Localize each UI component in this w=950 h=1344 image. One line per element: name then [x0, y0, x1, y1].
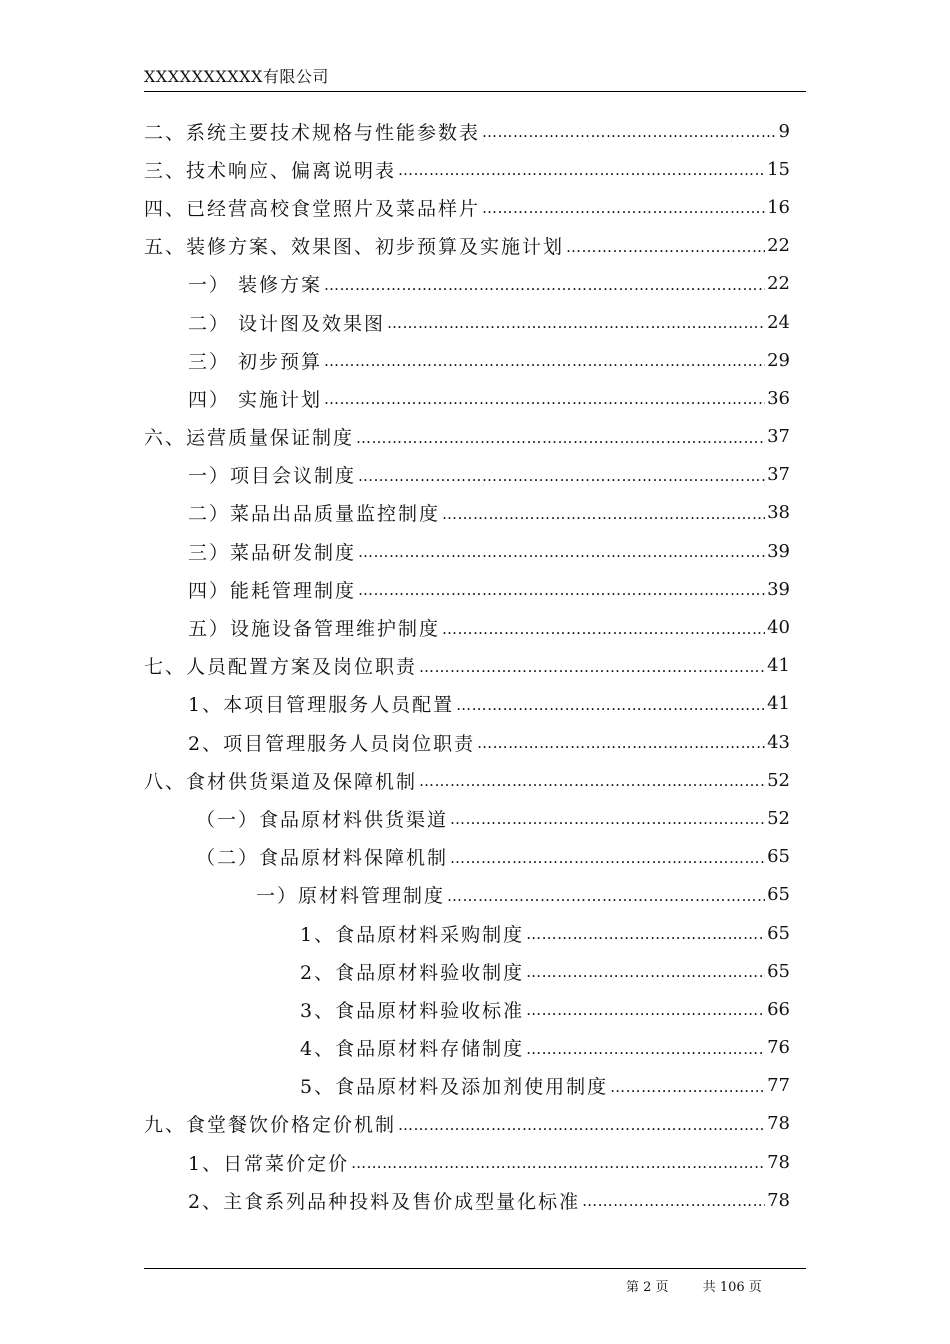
toc-dot-leader [419, 769, 765, 791]
toc-entry-title: 4、食品原材料存储制度 [300, 1038, 525, 1061]
toc-entry[interactable] [144, 1029, 790, 1067]
toc-entry[interactable] [144, 990, 790, 1028]
toc-entry-page-number: 78 [767, 1151, 790, 1173]
toc-dot-leader [526, 998, 765, 1020]
toc-entry-title: 四、已经营高校食堂照片及菜品样片 [144, 197, 481, 220]
toc-entry-title: 3、食品原材料验收标准 [300, 999, 525, 1022]
toc-entry-page-number: 38 [767, 502, 790, 524]
page-footer [626, 1276, 792, 1295]
toc-entry-title: 二）菜品出品质量监控制度 [188, 503, 441, 526]
toc-dot-leader [526, 1037, 765, 1059]
toc-entry-title: 六、运营质量保证制度 [144, 427, 355, 450]
toc-entry[interactable] [144, 570, 790, 608]
toc-entry[interactable] [144, 112, 790, 150]
toc-entry-title: 1、食品原材料采购制度 [300, 923, 525, 946]
toc-entry-page-number: 66 [767, 998, 790, 1020]
toc-dot-leader [582, 1189, 765, 1211]
toc-dot-leader [442, 502, 765, 524]
toc-dot-leader [482, 196, 765, 218]
toc-entry-title: 三） 初步预算 [188, 350, 323, 373]
toc-entry-page-number: 77 [767, 1075, 790, 1097]
toc-entry-title: 三）菜品研发制度 [188, 541, 357, 564]
toc-dot-leader [398, 1113, 765, 1135]
toc-dot-leader [526, 960, 765, 982]
toc-dot-leader [566, 235, 765, 257]
toc-entry-page-number: 9 [778, 120, 790, 142]
toc-entry[interactable] [144, 838, 790, 876]
toc-dot-leader [351, 1151, 765, 1173]
toc-entry-title: （一）食品原材料供货渠道 [196, 808, 449, 831]
toc-entry-title: 七、人员配置方案及岗位职责 [144, 656, 418, 679]
toc-entry-page-number: 43 [767, 731, 790, 753]
toc-entry-page-number: 52 [767, 807, 790, 829]
toc-entry-title: 一）项目会议制度 [188, 465, 357, 488]
toc-entry-title: 一） 装修方案 [188, 274, 323, 297]
toc-entry-title: 三、技术响应、偏离说明表 [144, 159, 397, 182]
toc-entry[interactable] [144, 188, 790, 226]
toc-entry[interactable] [144, 685, 790, 723]
toc-entry-title: 二） 设计图及效果图 [188, 312, 386, 335]
toc-dot-leader [387, 311, 765, 333]
footer-divider [144, 1268, 806, 1269]
toc-entry-page-number: 41 [767, 655, 790, 677]
toc-entry[interactable] [144, 265, 790, 303]
toc-dot-leader [482, 120, 777, 142]
toc-entry[interactable] [144, 303, 790, 341]
toc-dot-leader [447, 884, 765, 906]
toc-dot-leader [324, 349, 765, 371]
toc-entry[interactable] [144, 379, 790, 417]
toc-entry-page-number: 39 [767, 540, 790, 562]
toc-dot-leader [450, 846, 765, 868]
toc-entry-page-number: 76 [767, 1037, 790, 1059]
toc-entry-page-number: 78 [767, 1189, 790, 1211]
toc-entry-title: 九、食堂餐饮价格定价机制 [144, 1114, 397, 1137]
toc-entry-page-number: 41 [767, 693, 790, 715]
toc-entry[interactable] [144, 914, 790, 952]
toc-dot-leader [358, 578, 765, 600]
toc-entry-title: 二、系统主要技术规格与性能参数表 [144, 121, 481, 144]
toc-dot-leader [610, 1075, 765, 1097]
toc-entry-page-number: 37 [767, 426, 790, 448]
toc-entry[interactable] [144, 456, 790, 494]
toc-entry-page-number: 39 [767, 578, 790, 600]
toc-entry-page-number: 22 [767, 235, 790, 257]
toc-entry-title: 五）设施设备管理维护制度 [188, 618, 441, 641]
toc-dot-leader [450, 807, 765, 829]
toc-entry[interactable] [144, 1067, 790, 1105]
toc-entry-title: 八、食材供货渠道及保障机制 [144, 770, 418, 793]
company-name: XXXXXXXXXX有限公司 [144, 67, 329, 86]
toc-entry-page-number: 52 [767, 769, 790, 791]
toc-dot-leader [356, 426, 765, 448]
toc-dot-leader [358, 540, 765, 562]
toc-entry[interactable] [144, 647, 790, 685]
toc-dot-leader [526, 922, 765, 944]
toc-entry[interactable] [144, 952, 790, 990]
toc-entry-title: 2、主食系列品种投料及售价成型量化标准 [188, 1190, 581, 1213]
toc-entry-page-number: 22 [767, 273, 790, 295]
toc-entry[interactable] [144, 227, 790, 265]
toc-entry[interactable] [144, 1105, 790, 1143]
total-page-count: 共 106 页 [702, 1280, 762, 1295]
table-of-contents [144, 112, 790, 1219]
toc-entry-title: 5、食品原材料及添加剂使用制度 [300, 1076, 609, 1099]
current-page-number: 第 2 页 [626, 1280, 669, 1295]
toc-entry-page-number: 15 [767, 158, 790, 180]
toc-entry-title: 五、装修方案、效果图、初步预算及实施计划 [144, 236, 565, 259]
toc-entry[interactable] [144, 799, 790, 837]
header-divider [144, 91, 806, 92]
toc-entry-title: 1、日常菜价定价 [188, 1152, 350, 1175]
toc-entry[interactable] [144, 1181, 790, 1219]
toc-entry-page-number: 65 [767, 846, 790, 868]
toc-entry-page-number: 24 [767, 311, 790, 333]
toc-entry[interactable] [144, 608, 790, 646]
toc-entry-page-number: 65 [767, 960, 790, 982]
toc-entry[interactable] [144, 418, 790, 456]
toc-entry[interactable] [144, 1143, 790, 1181]
toc-entry[interactable] [144, 876, 790, 914]
toc-entry[interactable] [144, 761, 790, 799]
toc-entry-page-number: 37 [767, 464, 790, 486]
toc-entry[interactable] [144, 723, 790, 761]
toc-entry-title: 四） 实施计划 [188, 388, 323, 411]
toc-dot-leader [419, 655, 765, 677]
toc-entry[interactable] [144, 341, 790, 379]
toc-entry-title: 四）能耗管理制度 [188, 579, 357, 602]
page-header [144, 68, 806, 92]
toc-entry-page-number: 36 [767, 387, 790, 409]
toc-dot-leader [324, 387, 765, 409]
toc-dot-leader [398, 158, 765, 180]
toc-dot-leader [324, 273, 765, 295]
toc-entry-page-number: 65 [767, 884, 790, 906]
toc-entry-title: 2、食品原材料验收制度 [300, 961, 525, 984]
toc-entry-title: 1、本项目管理服务人员配置 [188, 694, 455, 717]
toc-entry-page-number: 40 [767, 617, 790, 639]
toc-entry-title: （二）食品原材料保障机制 [196, 847, 449, 870]
toc-entry[interactable] [144, 150, 790, 188]
toc-entry[interactable] [144, 494, 790, 532]
toc-dot-leader [442, 617, 765, 639]
toc-entry-page-number: 78 [767, 1113, 790, 1135]
toc-entry-page-number: 16 [767, 196, 790, 218]
toc-entry-page-number: 29 [767, 349, 790, 371]
toc-dot-leader [358, 464, 765, 486]
toc-entry[interactable] [144, 532, 790, 570]
toc-dot-leader [456, 693, 765, 715]
toc-entry-title: 2、项目管理服务人员岗位职责 [188, 732, 476, 755]
toc-dot-leader [477, 731, 765, 753]
toc-entry-page-number: 65 [767, 922, 790, 944]
toc-entry-title: 一）原材料管理制度 [256, 885, 446, 908]
